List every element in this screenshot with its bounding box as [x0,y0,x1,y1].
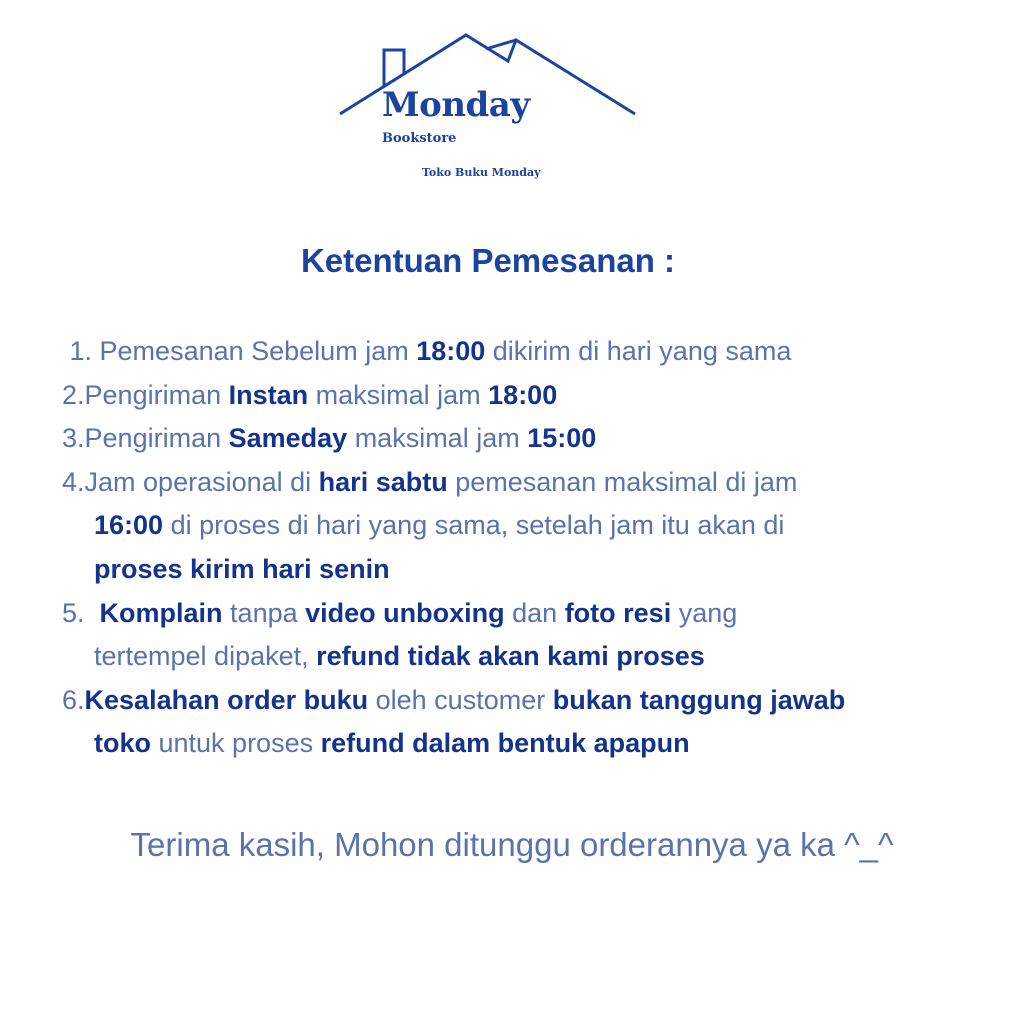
brand-logo [336,30,636,190]
rule-line [62,722,1002,766]
rule-emphasis: proses kirim hari senin [94,553,390,584]
rule-emphasis: refund tidak akan kami proses [316,641,705,672]
rule-line [62,504,1002,548]
rule-number: 6. [62,684,85,715]
rule-line [62,461,1002,505]
rule-item [62,461,1002,592]
rule-emphasis: Sameday [228,423,348,454]
rule-segment: tertempel dipaket, [94,641,317,672]
rule-segment: dan [504,597,565,628]
rule-emphasis: toko [94,728,151,759]
rule-item [62,330,1002,374]
rule-emphasis: video unboxing [305,597,505,628]
rule-number: 5. [62,597,100,628]
rule-text [85,417,597,461]
rule-item [62,374,1002,418]
rule-text [85,461,798,505]
rule-number: 3. [62,423,85,454]
rule-segment: maksimal jam [347,423,528,454]
rule-line [62,417,1002,461]
rule-number: 2. [62,379,85,410]
rule-text [85,679,846,723]
rule-segment: oleh customer [368,684,553,715]
rule-emphasis: 18:00 [488,379,558,410]
rule-emphasis: 18:00 [416,336,486,366]
rule-emphasis: 16:00 [94,510,164,541]
rule-segment: Pengiriman [84,423,229,454]
rule-emphasis: foto resi [564,597,672,628]
rule-segment: untuk proses [151,728,321,759]
brand-name: Monday [382,85,530,125]
rule-text [85,374,558,418]
rule-segment: yang [671,597,738,628]
rule-text [94,641,705,671]
rule-number: 1. [62,336,100,366]
rule-segment: Pemesanan Sebelum jam [99,336,417,366]
rule-item [62,592,1002,679]
rule-text [94,510,784,540]
rules-list [62,330,1002,766]
rule-emphasis: bukan tanggung jawab [552,684,846,715]
rule-segment: di proses di hari yang sama, setelah jam itu akan di [163,510,785,541]
rule-segment: maksimal jam [308,379,489,410]
rule-emphasis: Komplain [99,597,223,628]
page-heading: Ketentuan Pemesanan : [300,242,676,279]
rule-item [62,679,1002,766]
rule-emphasis: 15:00 [527,423,597,454]
rule-line [62,330,1002,374]
rule-segment: pemesanan maksimal di jam [447,466,798,497]
rule-segment: dikirim di hari yang sama [485,336,792,366]
rule-segment: tanpa [222,597,306,628]
rule-emphasis: Kesalahan order buku [84,684,369,715]
rule-item [62,417,1002,461]
rule-line [62,635,1002,679]
rule-line [62,374,1002,418]
rule-segment: Pengiriman [84,379,229,410]
rule-text [94,728,690,758]
brand-tagline: Toko Buku Monday [422,166,541,179]
rule-text [100,330,792,374]
rule-emphasis: refund dalam bentuk apapun [320,728,690,759]
rule-line [62,592,1002,636]
rule-emphasis: hari sabtu [318,466,448,497]
brand-subtitle: Bookstore [382,131,457,146]
rule-number: 4. [62,466,85,497]
rule-line [62,548,1002,592]
rule-emphasis: Instan [228,379,309,410]
rule-text [100,592,738,636]
rule-segment: Jam operasional di [84,466,319,497]
rule-text [94,554,390,584]
rule-line [62,679,1002,723]
closing-message: Terima kasih, Mohon ditunggu orderannya ya ka ^_^ [130,826,894,863]
